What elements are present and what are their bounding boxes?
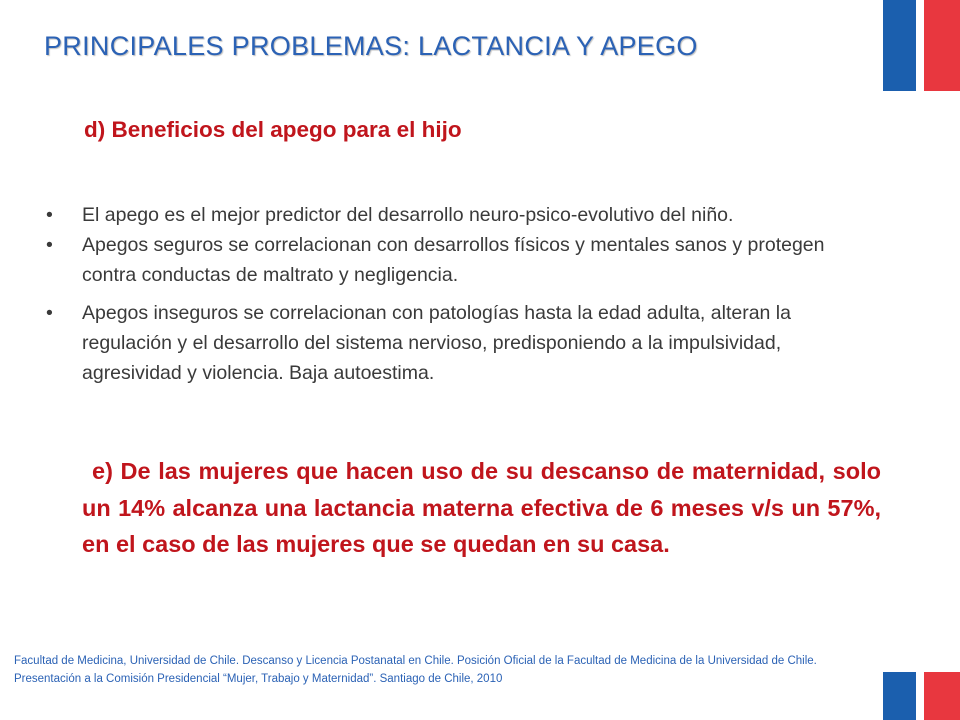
- bullet-item: [44, 230, 884, 290]
- source-footnote: Facultad de Medicina, Universidad de Chile. Descanso y Licencia Postanatal en Chile. Posición Oficial de la Facultad de Medicina de la Universidad de Chile. Presentación a la Comisión Presidencial “Mujer, Trabajo y Maternidad”. Santiago de Chile, 2010: [14, 655, 817, 685]
- bullet-icon: •: [46, 234, 53, 256]
- flag-blue-stripe: [883, 0, 916, 91]
- highlight-paragraph: e) De las mujeres que hacen uso de su descanso de maternidad, solo un 14% alcanza una lactancia materna efectiva de 6 meses v/s un 57%, en el caso de las mujeres que se quedan en su casa.: [82, 458, 881, 557]
- flag-blue-stripe: [883, 672, 916, 720]
- bullet-icon: •: [46, 302, 53, 324]
- flag-white-stripe: [916, 0, 924, 91]
- bullet-icon: •: [46, 204, 53, 226]
- flag-decoration-bottom: [883, 672, 960, 720]
- flag-decoration-top: [883, 0, 960, 91]
- bullet-text: Apegos inseguros se correlacionan con patologías hasta la edad adulta, alteran la regulación y el desarrollo del sistema nervioso, predisponiendo a la impulsividad, agresividad y violencia. Baja autoestima.: [82, 302, 791, 384]
- bullet-list: [44, 200, 884, 388]
- section-subtitle: d) Beneficios del apego para el hijo: [84, 117, 462, 142]
- bullet-text: Apegos seguros se correlacionan con desarrollos físicos y mentales sanos y protegen contra conductas de maltrato y negligencia.: [82, 234, 825, 286]
- flag-red-stripe: [924, 672, 960, 720]
- bullet-text: El apego es el mejor predictor del desarrollo neuro-psico-evolutivo del niño.: [82, 204, 734, 226]
- bullet-item: [44, 200, 884, 230]
- flag-red-stripe: [924, 0, 960, 91]
- bullet-item: [44, 298, 884, 388]
- flag-white-stripe: [916, 672, 924, 720]
- slide-title: PRINCIPALES PROBLEMAS: LACTANCIA Y APEGO: [44, 31, 698, 61]
